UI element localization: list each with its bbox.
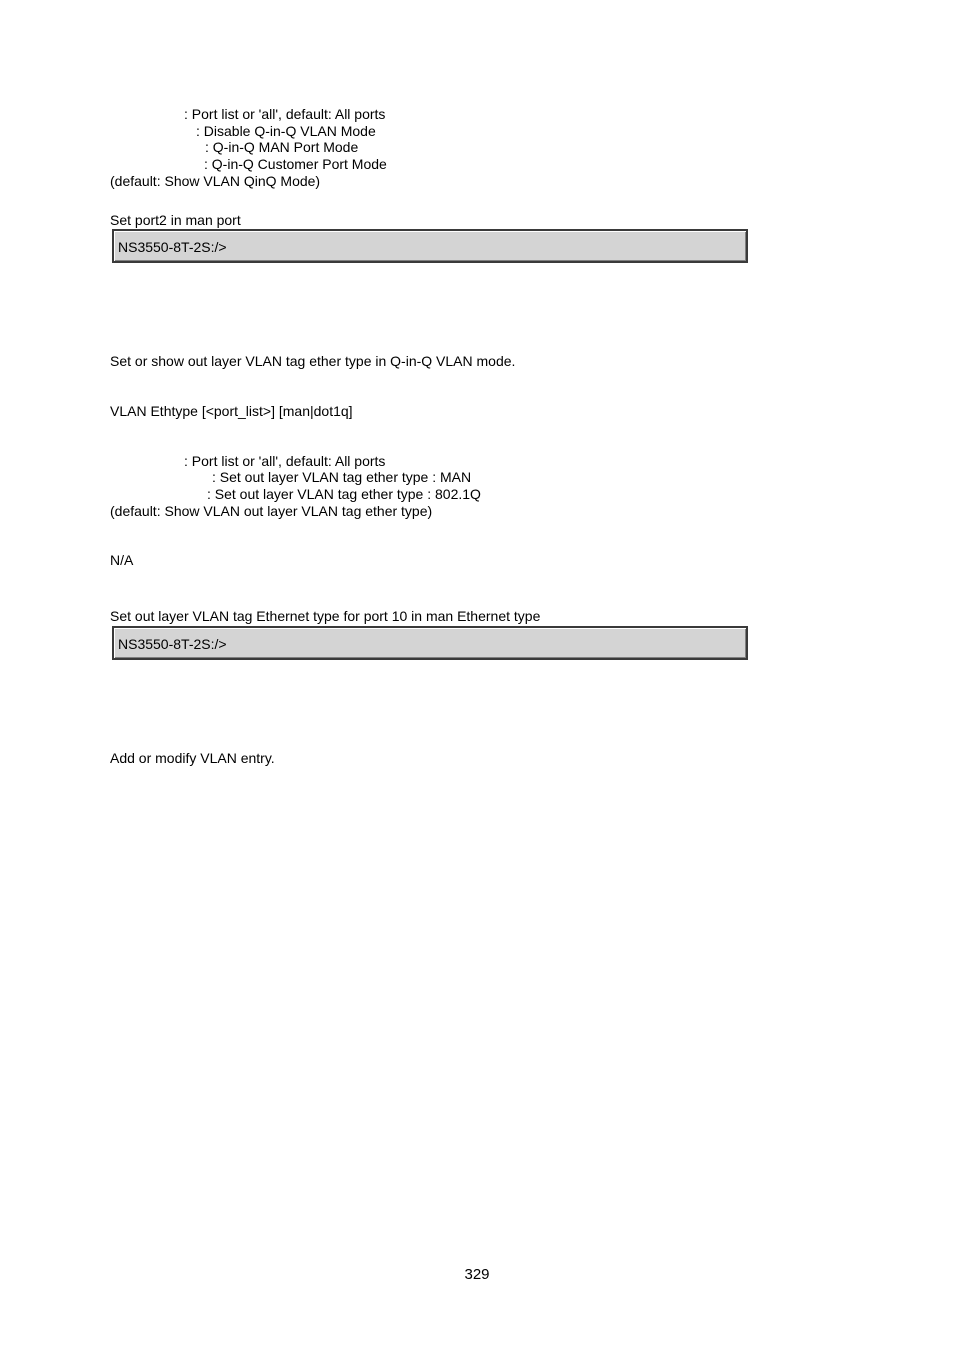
ethtype-param-port-list: : Port list or 'all', default: All ports xyxy=(184,453,386,469)
ethtype-description: Set or show out layer VLAN tag ether type in Q-in-Q VLAN mode. xyxy=(110,353,516,369)
ethtype-example-description: Set out layer VLAN tag Ethernet type for port 10 in man Ethernet type xyxy=(110,608,541,624)
ethtype-param-dot1q: : Set out layer VLAN tag ether type : 802.1Q xyxy=(207,486,481,502)
console-prompt: NS3550-8T-2S:/> xyxy=(118,239,227,255)
ethtype-default-value: N/A xyxy=(110,552,134,568)
qinq-console-box xyxy=(112,229,748,263)
qinq-param-man: : Q-in-Q MAN Port Mode xyxy=(205,139,359,155)
ethtype-param-man: : Set out layer VLAN tag ether type : MAN xyxy=(212,469,472,485)
qinq-example-description: Set port2 in man port xyxy=(110,212,241,228)
console-prompt: NS3550-8T-2S:/> xyxy=(118,636,227,652)
ethtype-console-box xyxy=(112,626,748,660)
add-vlan-description: Add or modify VLAN entry. xyxy=(110,750,275,766)
ethtype-param-default: (default: Show VLAN out layer VLAN tag ether type) xyxy=(110,503,433,519)
qinq-param-port-list: : Port list or 'all', default: All ports xyxy=(184,106,386,122)
ethtype-syntax: VLAN Ethtype [<port_list>] [man|dot1q] xyxy=(110,403,353,419)
page-number: 329 xyxy=(464,1266,490,1283)
qinq-param-disable: : Disable Q-in-Q VLAN Mode xyxy=(196,123,376,139)
qinq-param-customer: : Q-in-Q Customer Port Mode xyxy=(204,156,387,172)
qinq-param-default: (default: Show VLAN QinQ Mode) xyxy=(110,173,321,189)
